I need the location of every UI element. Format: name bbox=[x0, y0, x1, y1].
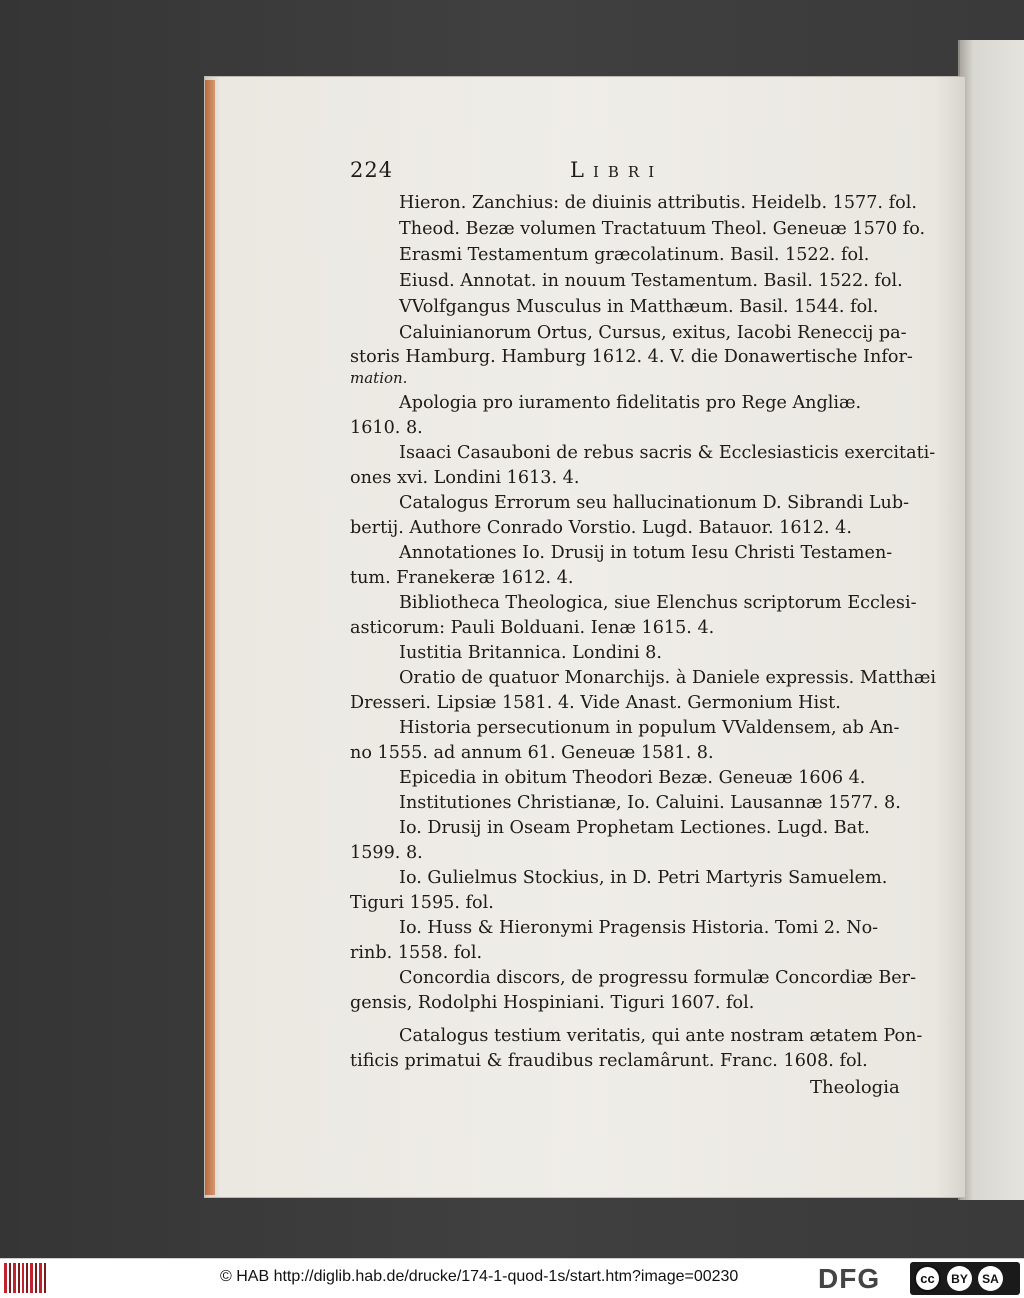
text-line: Io. Gulielmus Stockius, in D. Petri Martyris Samuelem. bbox=[399, 868, 888, 888]
text-line: gensis, Rodolphi Hospiniani. Tiguri 1607. fol. bbox=[350, 993, 755, 1013]
text-line: Apologia pro iuramento fidelitatis pro Rege Angliæ. bbox=[399, 393, 862, 413]
text-line: asticorum: Pauli Bolduani. Ienæ 1615. 4. bbox=[350, 618, 715, 638]
text-line: Eiusd. Annotat. in nouum Testamentum. Basil. 1522. fol. bbox=[399, 271, 903, 291]
text-line: ones xvi. Londini 1613. 4. bbox=[350, 468, 580, 488]
text-line: VVolfgangus Musculus in Matthæum. Basil. 1544. fol. bbox=[399, 297, 879, 317]
text-line: Iustitia Britannica. Londini 8. bbox=[399, 643, 662, 663]
catchword: Theologia bbox=[810, 1077, 900, 1098]
page-number: 224 bbox=[350, 158, 394, 182]
text-line: tificis primatui & fraudibus reclamârunt. Franc. 1608. fol. bbox=[350, 1051, 868, 1071]
text-line: Io. Huss & Hieronymi Pragensis Historia. Tomi 2. No- bbox=[399, 918, 879, 938]
text-line: 1610. 8. bbox=[350, 418, 423, 438]
text-line: Oratio de quatuor Monarchijs. à Daniele expressis. Matthæi bbox=[399, 668, 937, 688]
text-line: rinb. 1558. fol. bbox=[350, 943, 483, 963]
text-line: 1599. 8. bbox=[350, 843, 423, 863]
by-icon: BY bbox=[947, 1266, 972, 1291]
facing-page-edge bbox=[958, 40, 1024, 1200]
text-line: Erasmi Testamentum græcolatinum. Basil. 1522. fol. bbox=[399, 245, 870, 265]
text-line: tum. Franekeræ 1612. 4. bbox=[350, 568, 574, 588]
running-head: Libri bbox=[570, 158, 664, 182]
text-line: no 1555. ad annum 61. Geneuæ 1581. 8. bbox=[350, 743, 714, 763]
text-line: Tiguri 1595. fol. bbox=[350, 893, 494, 913]
page-header bbox=[350, 158, 910, 188]
text-line: Concordia discors, de progressu formulæ Concordiæ Ber- bbox=[399, 968, 917, 988]
text-line: Io. Drusij in Oseam Prophetam Lectiones. Lugd. Bat. bbox=[399, 818, 870, 838]
source-url[interactable]: © HAB http://diglib.hab.de/drucke/174-1-quod-1s/start.htm?image=00230 bbox=[220, 1268, 739, 1285]
text-line: Bibliotheca Theologica, siue Elenchus scriptorum Ecclesi- bbox=[399, 593, 917, 613]
dfg-logo: DFG bbox=[818, 1263, 881, 1294]
hab-barcode-logo-icon bbox=[4, 1263, 46, 1293]
sa-icon: SA bbox=[978, 1266, 1003, 1291]
viewer-footer bbox=[0, 1258, 1024, 1298]
text-line: Epicedia in obitum Theodori Bezæ. Geneuæ 1606 4. bbox=[399, 768, 866, 788]
cc-icon: cc bbox=[914, 1265, 941, 1292]
text-line: storis Hamburg. Hamburg 1612. 4. V. die Donawertische Infor- bbox=[350, 347, 913, 367]
text-line: Annotationes Io. Drusij in totum Iesu Christi Testamen- bbox=[399, 543, 893, 563]
text-line: Caluinianorum Ortus, Cursus, exitus, Iacobi Reneccij pa- bbox=[399, 323, 907, 343]
text-line: Dresseri. Lipsiæ 1581. 4. Vide Anast. Germonium Hist. bbox=[350, 693, 841, 713]
text-line: Institutiones Christianæ, Io. Caluini. Lausannæ 1577. 8. bbox=[399, 793, 901, 813]
text-line: Historia persecutionum in populum VValdensem, ab An- bbox=[399, 718, 900, 738]
text-line: mation. bbox=[350, 369, 408, 387]
text-line: bertij. Authore Conrado Vorstio. Lugd. Batauor. 1612. 4. bbox=[350, 518, 852, 538]
page-binding-edge bbox=[205, 80, 215, 1195]
text-line: Catalogus Errorum seu hallucinationum D. Sibrandi Lub- bbox=[399, 493, 910, 513]
cc-license-badge[interactable] bbox=[910, 1262, 1020, 1295]
text-line: Theod. Bezæ volumen Tractatuum Theol. Geneuæ 1570 fo. bbox=[399, 219, 926, 239]
text-line: Isaaci Casauboni de rebus sacris & Ecclesiasticis exercitati- bbox=[399, 443, 936, 463]
text-line: Hieron. Zanchius: de diuinis attributis. Heidelb. 1577. fol. bbox=[399, 193, 917, 213]
text-line: Catalogus testium veritatis, qui ante nostram ætatem Pon- bbox=[399, 1026, 923, 1046]
